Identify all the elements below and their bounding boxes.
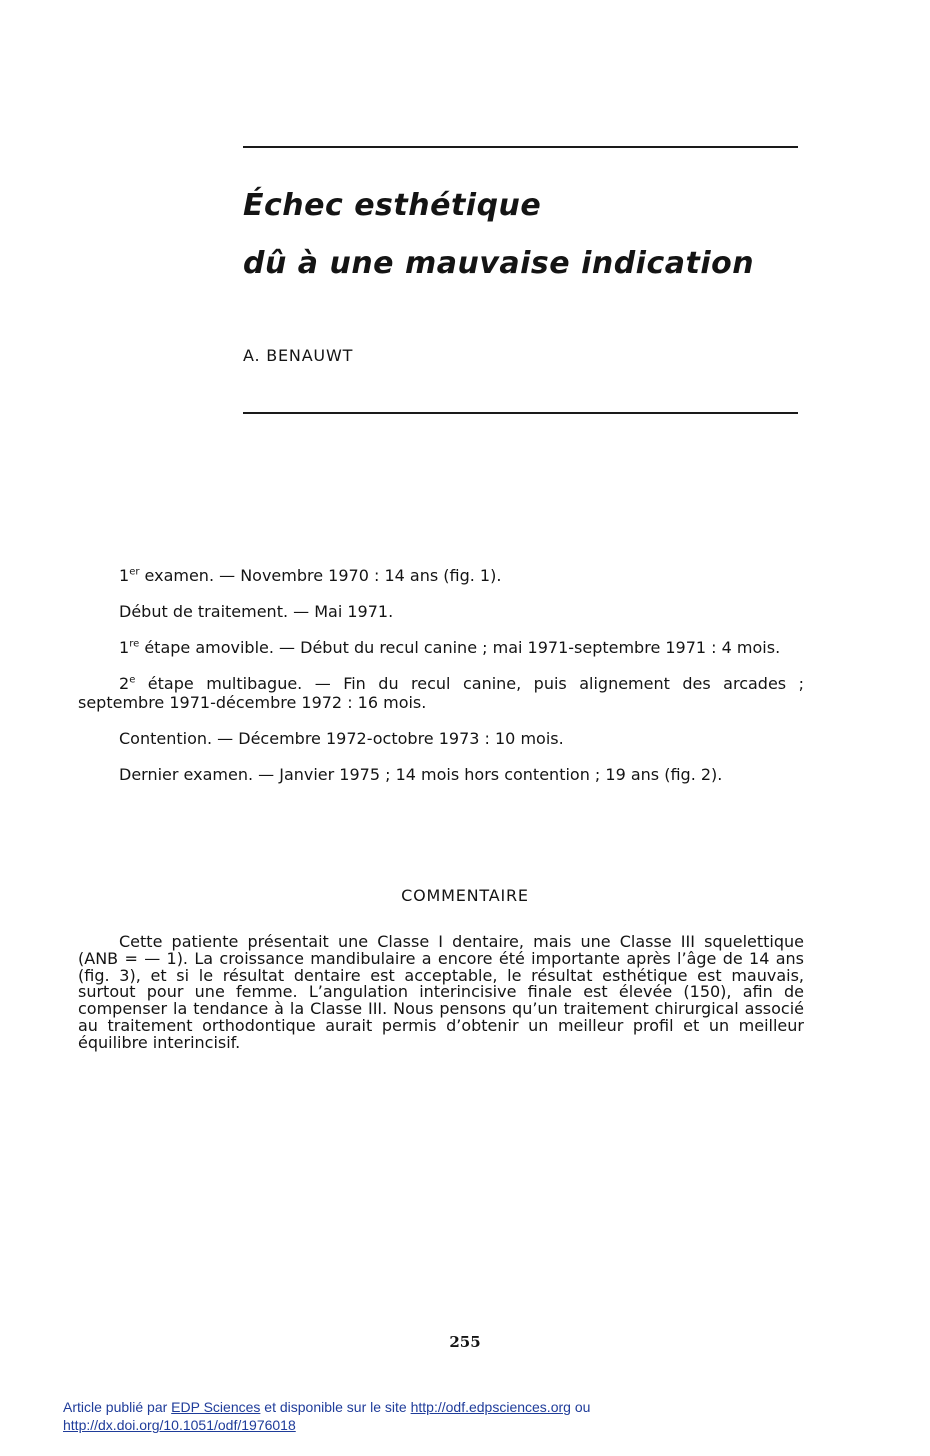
footer-prefix: Article publié par xyxy=(63,1399,172,1415)
top-rule xyxy=(243,146,798,148)
timeline-entry xyxy=(78,566,804,585)
bottom-rule xyxy=(243,412,798,414)
site-link[interactable]: http://odf.edpsciences.org xyxy=(410,1399,571,1415)
entry-text: examen. — Novembre 1970 : 14 ans (fig. 1). xyxy=(139,566,502,585)
timeline-entry xyxy=(78,765,804,784)
timeline-entry xyxy=(78,638,804,657)
doi-link[interactable]: http://dx.doi.org/10.1051/odf/1976018 xyxy=(63,1417,296,1433)
entry-ordinal: 1 xyxy=(119,638,130,657)
entry-ordinal: 1 xyxy=(119,566,130,585)
section-heading: COMMENTAIRE xyxy=(401,886,529,905)
entry-ordinal: 2 xyxy=(119,674,130,693)
entry-text: Début de traitement. — Mai 1971. xyxy=(119,602,394,621)
publisher-link[interactable]: EDP Sciences xyxy=(171,1399,261,1415)
entry-text: étape multibague. — Fin du recul canine, puis alignement des arcades ; septembre 1971-décembre 1972 : 16 mois. xyxy=(78,674,804,712)
article-title-line-2: dû à une mauvaise indication xyxy=(243,246,755,281)
entry-text: Contention. — Décembre 1972-octobre 1973 : 10 mois. xyxy=(119,729,564,748)
entry-superscript: e xyxy=(129,674,136,686)
article-title-line-1: Échec esthétique xyxy=(243,188,542,223)
publication-footer xyxy=(63,1398,903,1434)
timeline-entry xyxy=(78,602,804,621)
entry-superscript: re xyxy=(129,638,140,650)
entry-text: Dernier examen. — Janvier 1975 ; 14 mois hors contention ; 19 ans (fig. 2). xyxy=(119,765,723,784)
timeline-entry xyxy=(78,674,804,712)
entry-text: étape amovible. — Début du recul canine ; mai 1971-septembre 1971 : 4 mois. xyxy=(139,638,781,657)
author-name: A. BENAUWT xyxy=(243,346,354,365)
treatment-timeline xyxy=(78,566,804,801)
page-number: 255 xyxy=(449,1333,481,1351)
timeline-entry xyxy=(78,729,804,748)
footer-middle: et disponible sur le site xyxy=(260,1399,411,1415)
entry-superscript: er xyxy=(129,566,140,578)
commentary-paragraph: Cette patiente présentait une Classe I dentaire, mais une Classe III squelettique (ANB = — 1). La croissance mandibulaire a encore été importante après l’âge de 14 ans (fig. 3), et si le résultat dentaire est acceptable, le résultat esthétique est mauvais, surtout pour une femme. L’angulation interincisive finale est élevée (150), afin de compenser la tendance à la Classe III. Nous pensons qu’un traitement chirurgical associé au traitement orthodontique aurait permis d’obtenir un meilleur profil et un meilleur équilibre interincisif. xyxy=(78,932,804,1052)
footer-suffix: ou xyxy=(570,1399,591,1415)
